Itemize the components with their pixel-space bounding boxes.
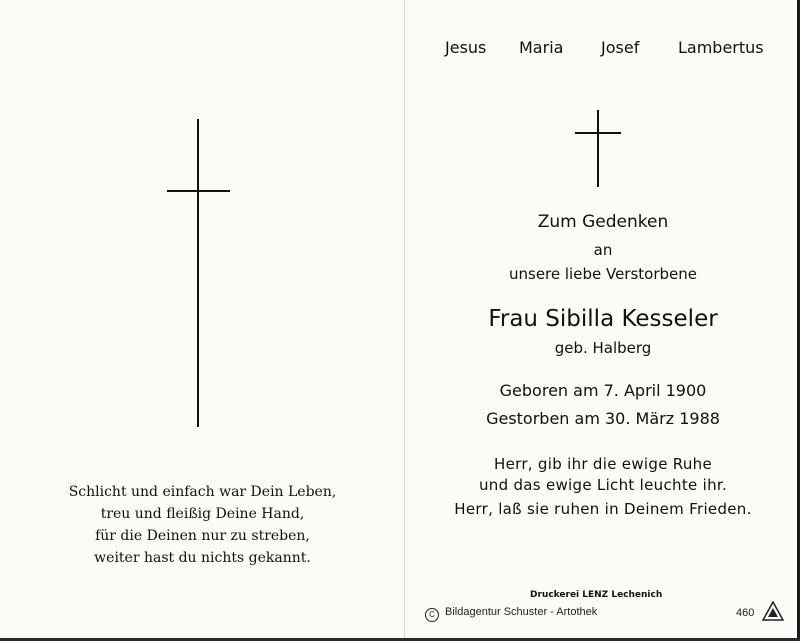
copyright-icon: C [425, 608, 439, 622]
prayer-line: und das ewige Licht leuchte ihr. [478, 476, 728, 494]
memorial-poem [30, 481, 375, 569]
memorial-heading: Zum Gedenken [537, 212, 669, 232]
patron-name: Maria [519, 38, 564, 57]
publisher-logo-icon [762, 601, 784, 621]
patron-names [430, 38, 770, 60]
prayer-line: Herr, laß sie ruhen in Deinem Frieden. [454, 500, 752, 518]
image-credit [425, 606, 597, 622]
birth-date: Geboren am 7. April 1900 [499, 381, 707, 400]
memorial-subtitle: unsere liebe Verstorbene [509, 265, 697, 283]
prayer-line: Herr, gib ihr die ewige Ruhe [494, 455, 712, 473]
patron-name: Lambertus [678, 38, 764, 57]
deceased-name: Frau Sibilla Kesseler [488, 306, 718, 332]
poem-line: weiter hast du nichts gekannt. [94, 550, 311, 566]
death-date: Gestorben am 30. März 1988 [486, 409, 720, 428]
card-fold-line [404, 0, 405, 641]
cross-vertical-bar [197, 119, 199, 427]
poem-line: für die Deinen nur zu streben, [95, 528, 310, 544]
printer-imprint: Druckerei LENZ Lechenich [530, 590, 663, 600]
cross-vertical-bar [597, 110, 599, 187]
reference-number: 460 [736, 607, 755, 619]
cross-icon [167, 119, 230, 427]
poem-line: Schlicht und einfach war Dein Leben, [68, 484, 337, 500]
patron-name: Jesus [445, 38, 487, 57]
cross-horizontal-bar [167, 190, 230, 192]
connector-text: an [593, 241, 613, 259]
poem-line: treu und fleißig Deine Hand, [100, 506, 305, 522]
cross-horizontal-bar [575, 132, 621, 134]
credit-text: Bildagentur Schuster - Artothek [445, 606, 598, 618]
maiden-name: geb. Halberg [554, 339, 652, 357]
patron-name: Josef [601, 38, 640, 57]
small-cross-icon [575, 110, 621, 187]
